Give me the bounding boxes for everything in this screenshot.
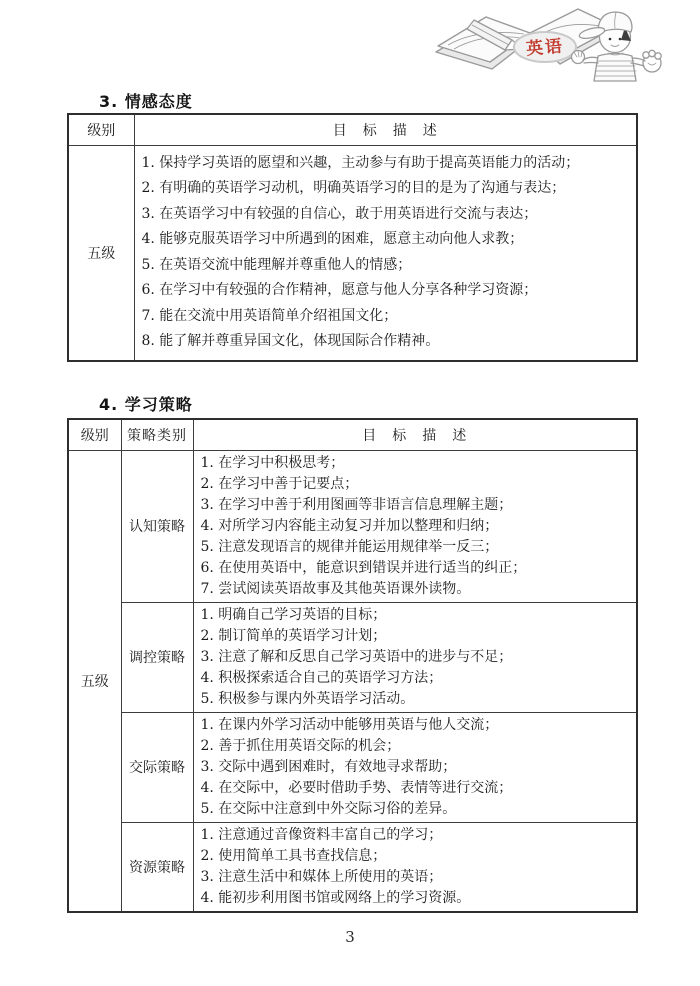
goal-item: 5. 积极参与课内外英语学习活动。 <box>200 690 415 707</box>
goal-item: 4. 对所学习内容能主动复习并加以整理和归纳； <box>200 517 499 534</box>
category-cell: 调控策略 <box>121 602 193 712</box>
goal-item: 1. 明确自己学习英语的目标； <box>200 606 387 623</box>
goal-cell <box>193 822 637 912</box>
page-number: 3 <box>345 928 355 946</box>
section-4-title: 4. 学习策略 <box>99 395 193 414</box>
goal-item: 3. 在英语学习中有较强的自信心，敢于用英语进行交流与表达； <box>141 205 538 222</box>
level-cell: 五级 <box>68 450 121 912</box>
goal-column-header: 目 标 描 述 <box>193 419 637 450</box>
table-row <box>68 822 637 912</box>
emotion-attitude-table <box>67 113 638 362</box>
goal-item: 2. 制订简单的英语学习计划； <box>200 627 387 644</box>
goal-item: 3. 注意生活中和媒体上所使用的英语； <box>200 868 443 885</box>
table-row <box>68 145 637 361</box>
goal-item: 3. 在学习中善于利用图画等非语言信息理解主题； <box>200 496 513 513</box>
table-header-row <box>68 114 637 145</box>
table-header-row <box>68 419 637 450</box>
goal-item: 1. 在学习中积极思考； <box>200 454 345 471</box>
goal-item: 1. 保持学习英语的愿望和兴趣，主动参与有助于提高英语能力的活动； <box>141 154 580 171</box>
goal-item: 3. 注意了解和反思自己学习英语中的进步与不足； <box>200 648 513 665</box>
goal-item: 3. 交际中遇到困难时，有效地寻求帮助； <box>200 758 457 775</box>
level-column-header: 级别 <box>68 114 134 145</box>
goal-cell <box>193 712 637 822</box>
header-illustration <box>428 0 668 84</box>
goal-item: 2. 在学习中善于记要点； <box>200 475 359 492</box>
category-column-header: 策略类别 <box>121 419 193 450</box>
goal-item: 6. 在使用英语中，能意识到错误并进行适当的纠正； <box>200 559 527 576</box>
goal-column-header: 目 标 描 述 <box>134 114 637 145</box>
learning-strategy-table <box>67 418 638 913</box>
goal-item: 1. 注意通过音像资料丰富自己的学习； <box>200 826 443 843</box>
badge-label: 英语 <box>525 36 565 60</box>
table-row <box>68 602 637 712</box>
table-row <box>68 712 637 822</box>
goal-item: 5. 在英语交流中能理解并尊重他人的情感； <box>141 256 412 273</box>
goal-item: 8. 能了解并尊重异国文化，体现国际合作精神。 <box>141 333 440 349</box>
goal-item: 6. 在学习中有较强的合作精神，愿意与他人分享各种学习资源； <box>141 282 538 298</box>
english-badge <box>514 32 576 62</box>
goal-item: 2. 使用简单工具书查找信息； <box>200 847 387 864</box>
goal-item: 4. 能够克服英语学习中所遇到的困难，愿意主动向他人求教； <box>141 231 524 247</box>
goal-item: 4. 能初步利用图书馆或网络上的学习资源。 <box>200 889 471 906</box>
goal-item: 7. 尝试阅读英语故事及其他英语课外读物。 <box>200 580 471 597</box>
category-cell: 资源策略 <box>121 822 193 912</box>
category-cell: 认知策略 <box>121 450 193 602</box>
level-cell: 五级 <box>68 145 134 361</box>
level-column-header: 级别 <box>68 419 121 450</box>
goal-item: 1. 在课内外学习活动中能够用英语与他人交流； <box>200 716 499 733</box>
table-row <box>68 450 637 602</box>
goal-item: 7. 能在交流中用英语简单介绍祖国文化； <box>141 307 398 324</box>
category-cell: 交际策略 <box>121 712 193 822</box>
goal-item: 4. 在交际中，必要时借助手势、表情等进行交流； <box>200 779 513 796</box>
goal-item: 5. 在交际中注意到中外交际习俗的差异。 <box>200 800 457 817</box>
goal-item: 4. 积极探索适合自己的英语学习方法； <box>200 669 443 686</box>
goal-cell <box>193 602 637 712</box>
goal-item: 2. 善于抓住用英语交际的机会； <box>200 737 401 754</box>
section-3-title: 3. 情感态度 <box>99 92 193 111</box>
goal-cell <box>193 450 637 602</box>
goal-item: 5. 注意发现语言的规律并能运用规律举一反三； <box>200 538 499 555</box>
goal-cell <box>134 145 637 361</box>
goal-item: 2. 有明确的英语学习动机，明确英语学习的目的是为了沟通与表达； <box>141 180 566 196</box>
